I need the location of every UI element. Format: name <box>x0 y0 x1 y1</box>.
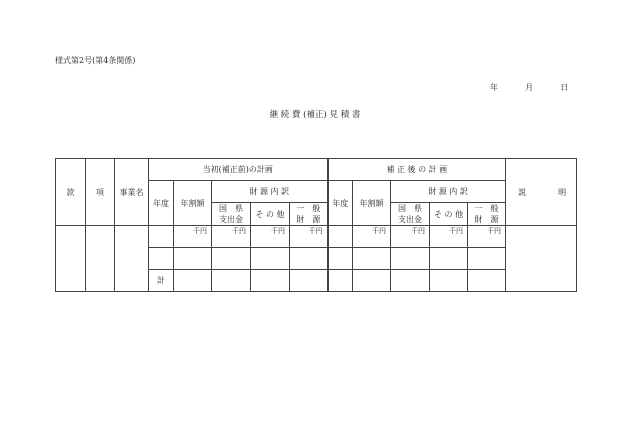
after-ippan-line2: 財 源 <box>474 215 499 224</box>
table-row <box>56 226 577 248</box>
after-nenwari-unit: 千円 <box>353 226 391 248</box>
before-kokken-line1: 国 県 <box>219 204 243 213</box>
after-ippan <box>468 203 506 226</box>
header-row-1 <box>56 159 577 181</box>
after-sonota-unit: 千円 <box>430 226 468 248</box>
before-kokken-line2: 支出金 <box>219 215 243 224</box>
before-nenwari-cell <box>174 248 212 270</box>
after-nenwari-cell <box>353 248 391 270</box>
total-before-nenwari <box>174 270 212 292</box>
document-title: 継 続 費 (補正) 見 積 書 <box>269 110 361 120</box>
before-nendo-cell <box>149 226 174 248</box>
after-kokken-cell <box>391 248 430 270</box>
header-after-plan: 補 正 後 の 計 画 <box>328 159 506 181</box>
after-kokken-unit: 千円 <box>391 226 430 248</box>
setsumei-char-2: 明 <box>558 187 567 197</box>
before-ippan-unit: 千円 <box>290 226 328 248</box>
total-before-kokken <box>212 270 251 292</box>
total-after-sonota <box>430 270 468 292</box>
total-label: 計 <box>149 270 174 292</box>
before-sonota-cell <box>251 248 290 270</box>
after-nendo-cell <box>328 248 353 270</box>
before-ippan-cell <box>290 248 328 270</box>
after-ippan-unit: 千円 <box>468 226 506 248</box>
total-before-ippan <box>290 270 328 292</box>
form-number-label: 様式第2号(第4条関係) <box>55 56 136 65</box>
before-ippan-line2: 財 源 <box>296 215 321 224</box>
header-jigyo: 事業名 <box>115 159 149 226</box>
after-kokken-line2: 支出金 <box>398 215 423 224</box>
before-nenwari-unit: 千円 <box>174 226 212 248</box>
header-kou: 項 <box>86 159 115 226</box>
before-kokken-unit: 千円 <box>212 226 251 248</box>
after-zaigen: 財 源 内 訳 <box>391 181 506 203</box>
after-ippan-cell <box>468 248 506 270</box>
before-sonota: そ の 他 <box>251 203 290 226</box>
before-kokken-cell <box>212 248 251 270</box>
year-label: 年 <box>490 83 498 92</box>
after-sonota-cell <box>430 248 468 270</box>
total-after-nendo <box>328 270 353 292</box>
before-nendo: 年度 <box>149 181 174 226</box>
total-after-nenwari <box>353 270 391 292</box>
header-setsumei <box>506 159 577 226</box>
after-sonota: そ の 他 <box>430 203 468 226</box>
estimate-table <box>55 158 577 292</box>
after-kokken <box>391 203 430 226</box>
before-sonota-unit: 千円 <box>251 226 290 248</box>
kou-cell <box>86 226 115 292</box>
after-kokken-line1: 国 県 <box>398 204 423 213</box>
month-label: 月 <box>525 83 534 92</box>
header-kan: 款 <box>56 159 86 226</box>
total-after-ippan <box>468 270 506 292</box>
header-before-plan: 当初(補正前)の計画 <box>149 159 328 181</box>
before-ippan-line1: 一 般 <box>296 204 321 213</box>
setsumei-char-1: 説 <box>518 187 527 197</box>
day-label: 日 <box>560 83 569 92</box>
after-ippan-line1: 一 般 <box>474 204 499 213</box>
before-nendo-cell <box>149 248 174 270</box>
total-before-sonota <box>251 270 290 292</box>
before-kokken <box>212 203 251 226</box>
before-nenwari: 年割額 <box>174 181 212 226</box>
jigyo-cell <box>115 226 149 292</box>
after-nenwari: 年割額 <box>353 181 391 226</box>
kan-cell <box>56 226 86 292</box>
setsumei-cell <box>506 226 577 292</box>
after-nendo-cell <box>328 226 353 248</box>
date-line <box>490 82 568 93</box>
after-nendo: 年度 <box>328 181 353 226</box>
before-ippan <box>290 203 328 226</box>
before-zaigen: 財 源 内 訳 <box>212 181 328 203</box>
total-after-kokken <box>391 270 430 292</box>
